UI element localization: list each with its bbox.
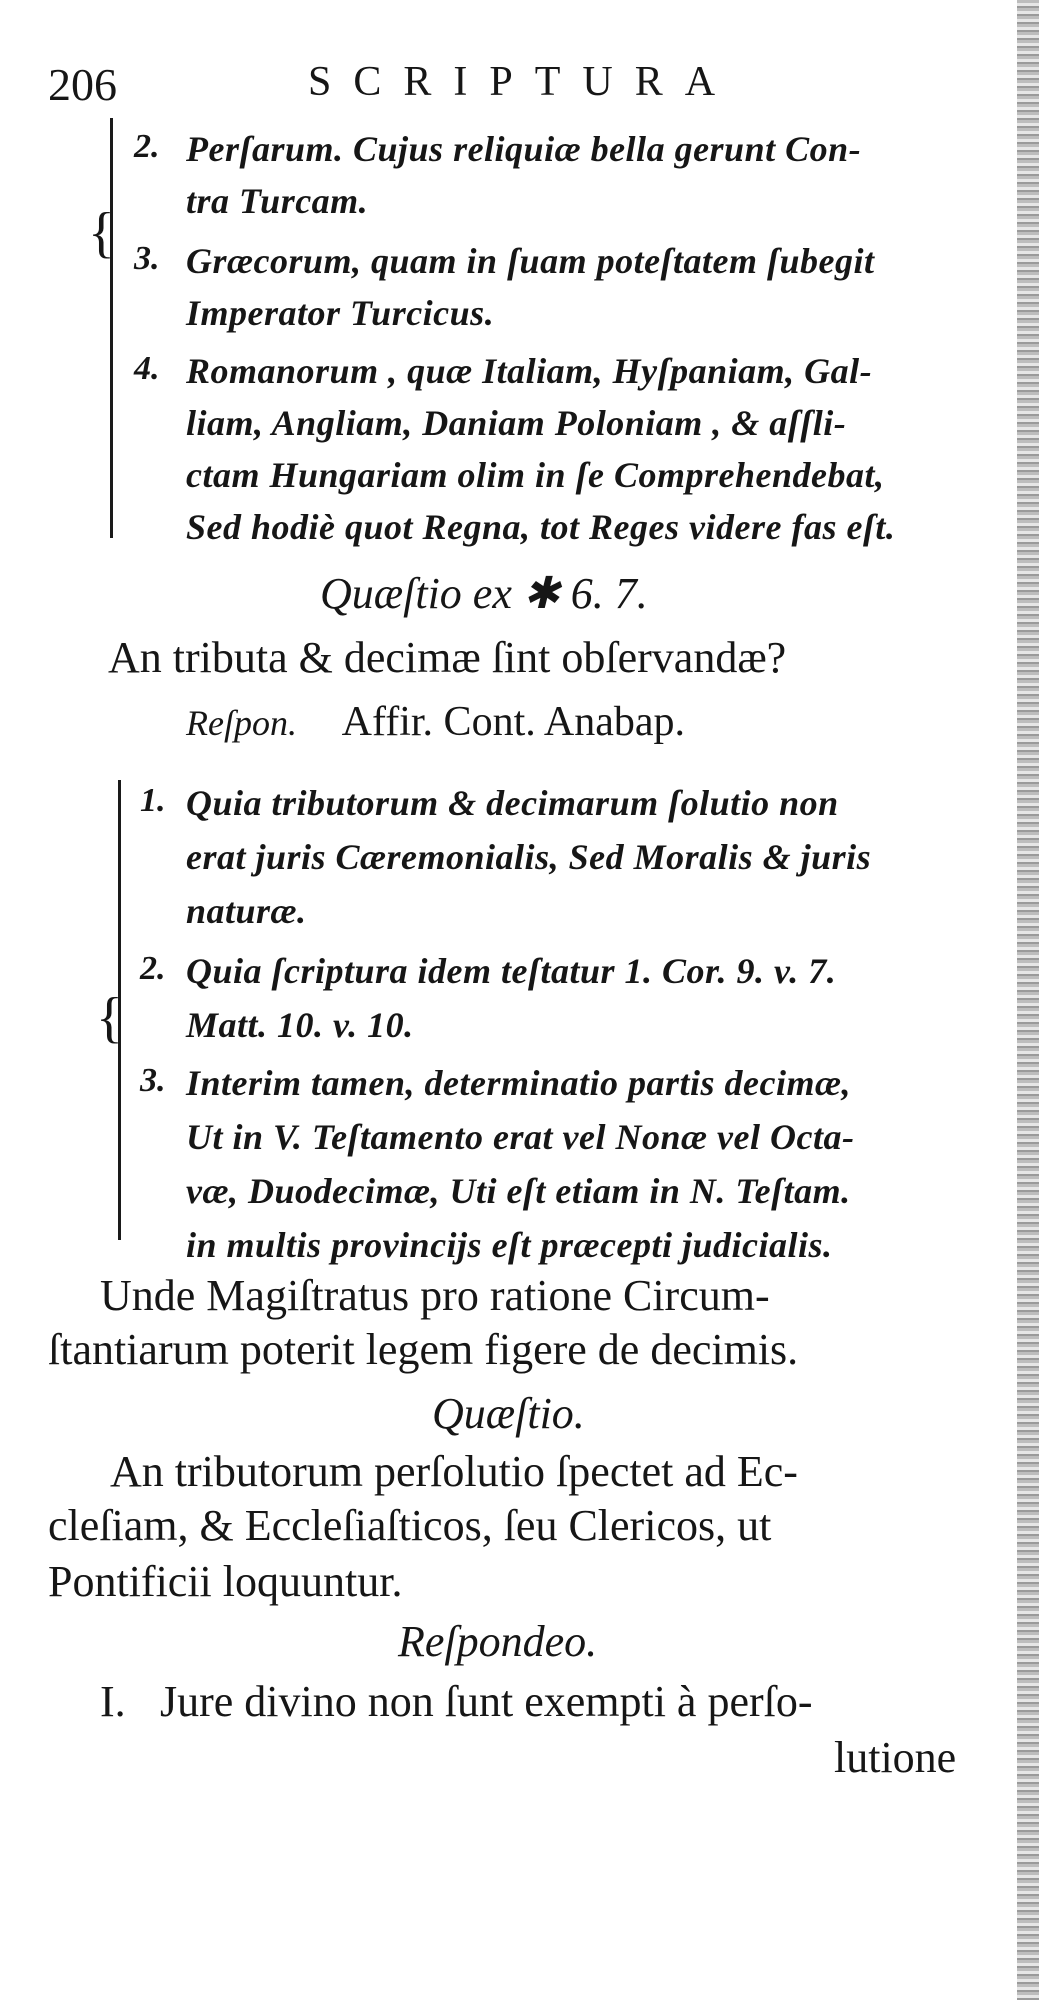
brace-tip-list-two: {: [96, 987, 123, 1049]
list-two-item-3-line-1: Interim tamen, determinatio partis decimæ,: [186, 1063, 852, 1103]
question-one-response: [186, 698, 685, 746]
conclusion-line-2: ſtantiarum poterit legem figere de decimis.: [48, 1325, 799, 1374]
list-two-item-1-line-3: naturæ.: [186, 891, 307, 931]
page-number: 206: [48, 59, 117, 110]
list-one-marker-4: 4.: [134, 350, 160, 387]
list-one-item-3-line-2: Imperator Turcicus.: [186, 293, 495, 333]
list-two-item-2-line-2: Matt. 10. v. 10.: [186, 1005, 414, 1045]
response-heading: Reſpondeo.: [398, 1617, 598, 1666]
running-title: SCRIPTURA: [308, 59, 738, 105]
question-two-line-2: cleſiam, & Eccleſiaſticos, ſeu Clericos, ut: [48, 1501, 772, 1550]
list-one-item-4-line-3: ctam Hungariam olim in ſe Comprehendebat,: [186, 455, 885, 495]
catchword: lutione: [834, 1733, 957, 1782]
response-label: Reſpon.: [186, 703, 297, 743]
list-one-item-2-line-2: tra Turcam.: [186, 181, 369, 221]
conclusion-line-1: Unde Magiſtratus pro ratione Circum-: [100, 1271, 770, 1320]
list-one-item-4-line-2: liam, Angliam, Daniam Poloniam , & aſſli-: [186, 403, 847, 443]
list-two-item-3-line-2: Ut in V. Teſtamento erat vel Nonæ vel Octa-: [186, 1117, 855, 1157]
list-two-item-1-line-2: erat juris Cæremonialis, Sed Moralis & juris: [186, 837, 872, 877]
question-two-line-1: An tributorum perſolutio ſpectet ad Ec-: [110, 1447, 798, 1496]
list-two-marker-2: 2.: [140, 950, 166, 987]
list-one-item-3-line-1: Græcorum, quam in ſuam poteſtatem ſubegit: [186, 241, 875, 281]
brace-list-one: [110, 118, 113, 538]
answer-marker: I.: [100, 1677, 126, 1726]
answer-line-1: Jure divino non ſunt exempti à perſo-: [160, 1677, 813, 1726]
list-one-item-4-line-4: Sed hodiè quot Regna, tot Reges videre fas eſt.: [186, 507, 896, 547]
list-two-item-2-line-1: Quia ſcriptura idem teſtatur 1. Cor. 9. v. 7.: [186, 951, 837, 991]
question-one-text: An tributa & decimæ ſint obſervandæ?: [108, 633, 787, 682]
brace-tip-list-one: {: [88, 202, 115, 264]
list-two-marker-3: 3.: [140, 1062, 166, 1099]
page-edge: [1017, 0, 1039, 2000]
list-two-item-1-line-1: Quia tributorum & decimarum ſolutio non: [186, 783, 839, 823]
question-two-heading: Quæſtio.: [432, 1389, 585, 1438]
list-one-marker-3: 3.: [134, 240, 160, 277]
response-text: Affir. Cont. Anabap.: [341, 699, 686, 745]
question-two-line-3: Pontificii loquuntur.: [48, 1557, 403, 1606]
list-one-item-4-line-1: Romanorum , quæ Italiam, Hyſpaniam, Gal-: [186, 351, 873, 391]
list-one-item-2-line-1: Perſarum. Cujus reliquiæ bella gerunt Con-: [186, 129, 862, 169]
list-two-item-3-line-4: in multis provincijs eſt præcepti judicialis.: [186, 1225, 833, 1265]
list-one-marker-2: 2.: [134, 128, 160, 165]
list-two-marker-1: 1.: [140, 782, 166, 819]
question-one-heading: Quæſtio ex ✱ 6. 7.: [320, 569, 648, 618]
list-two-item-3-line-3: væ, Duodecimæ, Uti eſt etiam in N. Teſtam.: [186, 1171, 851, 1211]
